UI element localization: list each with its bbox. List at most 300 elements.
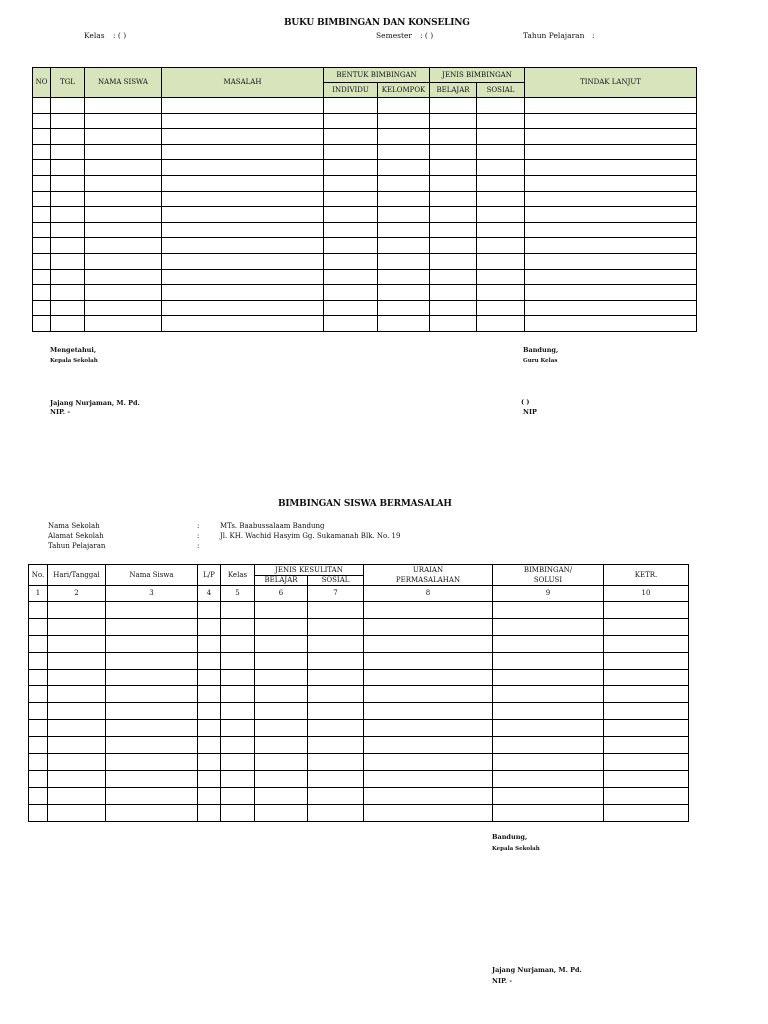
table-cell	[221, 618, 255, 635]
guru-kelas-label: Guru Kelas	[523, 358, 558, 364]
table-cell	[604, 669, 689, 686]
table-cell	[364, 737, 493, 754]
table-cell	[162, 253, 324, 269]
table-cell	[378, 113, 430, 129]
table-cell	[324, 300, 378, 316]
table-cell	[29, 720, 48, 737]
table-cell	[430, 238, 477, 254]
header-tgl: TGL	[51, 68, 85, 98]
table-row	[33, 253, 697, 269]
table-cell	[85, 253, 162, 269]
table-cell	[430, 285, 477, 301]
table-cell	[378, 238, 430, 254]
table-cell	[198, 686, 221, 703]
table-cell	[221, 787, 255, 804]
table-cell	[525, 113, 697, 129]
table-cell	[308, 669, 364, 686]
alamat-sekolah-sep: :	[197, 532, 200, 540]
table-cell	[364, 754, 493, 771]
table-cell	[477, 144, 525, 160]
kelas-value: : ( )	[113, 31, 127, 40]
table-cell	[477, 98, 525, 114]
table-cell	[378, 175, 430, 191]
table-cell	[85, 113, 162, 129]
table-cell	[85, 144, 162, 160]
table-cell	[378, 285, 430, 301]
column-number: 8	[364, 586, 493, 602]
table-row	[29, 686, 689, 703]
table-cell	[51, 98, 85, 114]
table-cell	[29, 737, 48, 754]
table-cell	[51, 175, 85, 191]
table-cell	[308, 652, 364, 669]
table-cell	[430, 160, 477, 176]
table-cell	[51, 144, 85, 160]
table-cell	[477, 191, 525, 207]
nama-sekolah-label: Nama Sekolah	[48, 522, 100, 530]
table-cell	[430, 316, 477, 332]
table-cell	[106, 618, 198, 635]
table-cell	[604, 635, 689, 652]
table-cell	[324, 98, 378, 114]
tahun-pelajaran-value: :	[592, 31, 595, 40]
table-cell	[364, 787, 493, 804]
tahun-pelajaran-label: Tahun Pelajaran	[523, 31, 585, 40]
table-cell	[493, 602, 604, 619]
table-cell	[198, 669, 221, 686]
table-cell	[51, 285, 85, 301]
table-cell	[51, 113, 85, 129]
table-cell	[33, 129, 51, 145]
table-cell	[85, 222, 162, 238]
table-cell	[308, 635, 364, 652]
table-cell	[162, 222, 324, 238]
table-cell	[29, 635, 48, 652]
table-cell	[604, 686, 689, 703]
table-cell	[364, 618, 493, 635]
table-cell	[308, 618, 364, 635]
table-cell	[525, 160, 697, 176]
table-cell	[308, 602, 364, 619]
table-cell	[51, 269, 85, 285]
table-cell	[430, 191, 477, 207]
table-row	[29, 618, 689, 635]
header2-uraian-line2: PERMASALAHAN	[395, 575, 461, 584]
column-number: 7	[308, 586, 364, 602]
column-number: 4	[198, 586, 221, 602]
table-cell	[604, 737, 689, 754]
table-cell	[477, 129, 525, 145]
table-cell	[604, 804, 689, 821]
header2-hari-tanggal: Hari/Tanggal	[48, 565, 106, 586]
table-cell	[525, 144, 697, 160]
table-cell	[378, 222, 430, 238]
table-cell	[255, 618, 308, 635]
column-number: 5	[221, 586, 255, 602]
table-cell	[33, 144, 51, 160]
header-individu: INDIVIDU	[324, 83, 378, 98]
table-cell	[106, 720, 198, 737]
table-cell	[29, 686, 48, 703]
table-cell	[48, 787, 106, 804]
kepala-sekolah2-label: Kepala Sekolah	[492, 846, 540, 852]
table-cell	[324, 129, 378, 145]
nama-sekolah-value: MTs. Baabussalaam Bandung	[220, 522, 325, 530]
table-cell	[525, 300, 697, 316]
header2-jenis-kesulitan: JENIS KESULITAN	[255, 565, 364, 576]
table-cell	[324, 144, 378, 160]
table-cell	[106, 669, 198, 686]
table-cell	[364, 635, 493, 652]
table-cell	[604, 602, 689, 619]
bandung-label: Bandung,	[523, 346, 559, 354]
table-cell	[255, 602, 308, 619]
table-row	[29, 770, 689, 787]
table-cell	[604, 770, 689, 787]
table-cell	[29, 618, 48, 635]
table-cell	[106, 686, 198, 703]
table-cell	[51, 160, 85, 176]
table-cell	[378, 144, 430, 160]
table-cell	[493, 770, 604, 787]
table-cell	[255, 703, 308, 720]
table-cell	[255, 770, 308, 787]
table-cell	[221, 635, 255, 652]
table-cell	[33, 98, 51, 114]
table-cell	[324, 253, 378, 269]
table-row	[29, 602, 689, 619]
table-cell	[477, 222, 525, 238]
table-row	[33, 129, 697, 145]
table-cell	[48, 635, 106, 652]
form2-title: BIMBINGAN SISWA BERMASALAH	[278, 499, 452, 509]
table-cell	[493, 686, 604, 703]
table-cell	[162, 144, 324, 160]
table-cell	[198, 720, 221, 737]
table-cell	[255, 754, 308, 771]
table-cell	[198, 770, 221, 787]
tahun-pelajaran2-sep: :	[197, 542, 200, 550]
table-cell	[48, 652, 106, 669]
table-cell	[48, 804, 106, 821]
table-cell	[48, 754, 106, 771]
column-number-row	[29, 586, 689, 602]
table-cell	[106, 703, 198, 720]
header2-bimbingan-line1: BIMBINGAN/	[523, 565, 573, 574]
table-cell	[106, 635, 198, 652]
semester-label: Semester	[376, 31, 413, 40]
header-no: NO	[33, 68, 51, 98]
table-cell	[29, 754, 48, 771]
table-cell	[477, 316, 525, 332]
table-cell	[525, 98, 697, 114]
table-cell	[33, 113, 51, 129]
table-cell	[106, 737, 198, 754]
table-cell	[33, 285, 51, 301]
table-cell	[324, 175, 378, 191]
table-cell	[33, 316, 51, 332]
table-cell	[308, 754, 364, 771]
table-cell	[48, 602, 106, 619]
table-cell	[33, 238, 51, 254]
table-cell	[51, 253, 85, 269]
table-cell	[255, 686, 308, 703]
table-cell	[255, 635, 308, 652]
table-cell	[106, 804, 198, 821]
siswa-bermasalah-table	[28, 564, 689, 822]
table-row	[33, 191, 697, 207]
table-row	[33, 222, 697, 238]
mengetahui-label: Mengetahui,	[50, 346, 97, 354]
header-bentuk-bimbingan: BENTUK BIMBINGAN	[324, 68, 430, 83]
table-cell	[85, 98, 162, 114]
header-masalah: MASALAH	[162, 68, 324, 98]
table-cell	[378, 160, 430, 176]
table-row	[33, 238, 697, 254]
table-cell	[493, 635, 604, 652]
table-cell	[430, 300, 477, 316]
header-jenis-bimbingan: JENIS BIMBINGAN	[430, 68, 525, 83]
table-row	[33, 316, 697, 332]
table-cell	[33, 175, 51, 191]
table-cell	[378, 300, 430, 316]
table-cell	[162, 98, 324, 114]
table-cell	[162, 175, 324, 191]
table-cell	[493, 652, 604, 669]
kepala-sekolah-name: Jajang Nurjaman, M. Pd.	[50, 399, 140, 407]
alamat-sekolah-value: Jl. KH. Wachid Hasyim Gg. Sukamanah Blk. No. 19	[220, 532, 401, 540]
bimbingan-konseling-table	[32, 67, 697, 332]
table-cell	[604, 618, 689, 635]
table-cell	[255, 787, 308, 804]
table-cell	[324, 160, 378, 176]
table-cell	[525, 129, 697, 145]
table-cell	[308, 770, 364, 787]
table-row	[33, 207, 697, 223]
table-cell	[324, 113, 378, 129]
table-cell	[29, 669, 48, 686]
table-cell	[33, 191, 51, 207]
table-cell	[162, 238, 324, 254]
header-tindak-lanjut: TINDAK LANJUT	[525, 68, 697, 98]
table-cell	[33, 253, 51, 269]
table-cell	[162, 316, 324, 332]
table-cell	[493, 618, 604, 635]
table-cell	[221, 602, 255, 619]
table-cell	[324, 222, 378, 238]
column-number: 3	[106, 586, 198, 602]
table-cell	[48, 686, 106, 703]
kepala-sekolah2-name: Jajang Nurjaman, M. Pd.	[492, 966, 582, 974]
table-cell	[430, 129, 477, 145]
table-cell	[85, 207, 162, 223]
table-cell	[33, 300, 51, 316]
table-cell	[477, 160, 525, 176]
table-cell	[378, 98, 430, 114]
header2-sosial: SOSIAL	[308, 576, 364, 586]
table-cell	[51, 191, 85, 207]
table-cell	[493, 754, 604, 771]
table-cell	[378, 316, 430, 332]
table-cell	[221, 754, 255, 771]
table-cell	[221, 669, 255, 686]
table-cell	[51, 300, 85, 316]
table-cell	[221, 720, 255, 737]
table-cell	[255, 652, 308, 669]
table-cell	[51, 207, 85, 223]
table-cell	[477, 113, 525, 129]
table-cell	[85, 285, 162, 301]
table-cell	[493, 787, 604, 804]
table-cell	[525, 238, 697, 254]
table-cell	[106, 787, 198, 804]
header2-belajar: BELAJAR	[255, 576, 308, 586]
table-cell	[324, 207, 378, 223]
table-cell	[604, 720, 689, 737]
table-cell	[198, 635, 221, 652]
form1-title: BUKU BIMBINGAN DAN KONSELING	[284, 18, 470, 28]
column-number: 2	[48, 586, 106, 602]
table-cell	[324, 285, 378, 301]
table-cell	[85, 238, 162, 254]
table-cell	[324, 269, 378, 285]
header2-bimbingan-line2: SOLUSI	[533, 575, 563, 584]
table-cell	[29, 703, 48, 720]
table-cell	[378, 129, 430, 145]
table-cell	[33, 269, 51, 285]
table-cell	[162, 285, 324, 301]
table-cell	[430, 98, 477, 114]
table-cell	[604, 787, 689, 804]
table-cell	[604, 652, 689, 669]
table-cell	[85, 269, 162, 285]
table-cell	[221, 703, 255, 720]
table-cell	[51, 129, 85, 145]
table-cell	[364, 720, 493, 737]
header2-lp: L/P	[198, 565, 221, 586]
table-cell	[477, 285, 525, 301]
alamat-sekolah-label: Alamat Sekolah	[48, 532, 104, 540]
table-cell	[33, 160, 51, 176]
table-row	[33, 269, 697, 285]
table-cell	[364, 804, 493, 821]
table-cell	[162, 113, 324, 129]
table-cell	[106, 770, 198, 787]
table-cell	[221, 686, 255, 703]
header2-kelas: Kelas	[221, 565, 255, 586]
table-cell	[255, 804, 308, 821]
table-cell	[255, 737, 308, 754]
table-cell	[477, 300, 525, 316]
header-sosial: SOSIAL	[477, 83, 525, 98]
table-cell	[364, 686, 493, 703]
table-row	[29, 652, 689, 669]
table-cell	[51, 316, 85, 332]
table-cell	[477, 238, 525, 254]
nama-sekolah-sep: :	[197, 522, 200, 530]
column-number: 1	[29, 586, 48, 602]
table-cell	[198, 602, 221, 619]
table-cell	[430, 269, 477, 285]
table-cell	[221, 737, 255, 754]
table-cell	[493, 703, 604, 720]
table-row	[29, 737, 689, 754]
table-cell	[430, 113, 477, 129]
table-cell	[85, 191, 162, 207]
table-cell	[430, 222, 477, 238]
table-cell	[29, 602, 48, 619]
table-row	[33, 160, 697, 176]
header2-nama-siswa: Nama Siswa	[106, 565, 198, 586]
table-cell	[525, 207, 697, 223]
table-cell	[106, 652, 198, 669]
table-cell	[85, 129, 162, 145]
table-cell	[48, 720, 106, 737]
table-cell	[324, 191, 378, 207]
table-cell	[308, 804, 364, 821]
table-cell	[308, 686, 364, 703]
table-cell	[221, 804, 255, 821]
table-cell	[477, 175, 525, 191]
table-cell	[525, 269, 697, 285]
table-row	[33, 113, 697, 129]
table-row	[29, 787, 689, 804]
table-row	[29, 635, 689, 652]
table-cell	[48, 737, 106, 754]
table-cell	[493, 804, 604, 821]
table-cell	[430, 144, 477, 160]
table-cell	[106, 602, 198, 619]
table-cell	[364, 703, 493, 720]
table-cell	[29, 770, 48, 787]
table-cell	[378, 269, 430, 285]
table-cell	[378, 207, 430, 223]
table-cell	[85, 160, 162, 176]
table-cell	[85, 300, 162, 316]
guru-kelas-nip: NIP	[523, 408, 537, 416]
table-cell	[33, 222, 51, 238]
table-cell	[308, 787, 364, 804]
table-cell	[525, 316, 697, 332]
kepala-sekolah-label: Kepala Sekolah	[50, 358, 98, 364]
table-cell	[308, 737, 364, 754]
table-cell	[493, 737, 604, 754]
table-row	[29, 703, 689, 720]
table-row	[33, 144, 697, 160]
table-cell	[198, 652, 221, 669]
table-cell	[162, 269, 324, 285]
table-row	[29, 804, 689, 821]
table-cell	[162, 207, 324, 223]
table-cell	[477, 253, 525, 269]
kelas-label: Kelas	[84, 31, 105, 40]
table-cell	[255, 669, 308, 686]
table-cell	[162, 160, 324, 176]
kepala-sekolah2-nip: NIP. -	[492, 977, 513, 985]
table-cell	[477, 207, 525, 223]
table-cell	[430, 207, 477, 223]
table-cell	[364, 652, 493, 669]
table-cell	[162, 191, 324, 207]
column-number: 6	[255, 586, 308, 602]
table-cell	[308, 703, 364, 720]
header-kelompok: KELOMPOK	[378, 83, 430, 98]
table-cell	[48, 703, 106, 720]
table-cell	[106, 754, 198, 771]
table-cell	[198, 787, 221, 804]
header2-bimbingan	[493, 565, 604, 586]
kepala-sekolah-nip: NIP. -	[50, 408, 71, 416]
